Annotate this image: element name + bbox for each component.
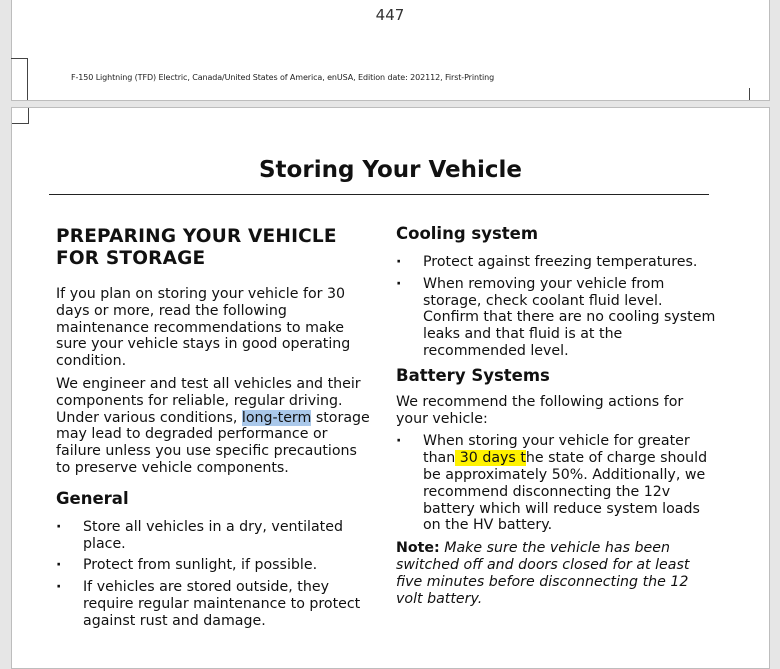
- note-label: Note:: [396, 540, 440, 557]
- cooling-heading: Cooling system: [396, 224, 539, 243]
- engineer-text-end: storage may lead to degraded performance or failure unless you use specific precautions to preserve vehicle components.: [56, 409, 370, 476]
- list-item: · When removing your vehicle from storage, check coolant fluid level. Confirm that there are no cooling system leaks and that fluid is at the recommended level.: [396, 276, 716, 360]
- current-page: [11, 107, 770, 669]
- cooling-list: [396, 254, 716, 360]
- section-heading: PREPARING YOUR VEHICLE FOR STORAGE: [56, 226, 337, 269]
- title-divider: [49, 194, 709, 195]
- list-item: · Protect against freezing temperatures.: [396, 254, 716, 271]
- list-item: · Store all vehicles in a dry, ventilated place.: [56, 519, 374, 553]
- page-number: 447: [375, 6, 405, 24]
- battery-heading: Battery Systems: [396, 365, 550, 385]
- highlighted-text[interactable]: 30 days t: [455, 450, 526, 467]
- battery-list: [396, 433, 716, 534]
- page-footer: F-150 Lightning (TFD) Electric, Canada/United States of America, enUSA, Edition date: 202112, First-Printing: [71, 73, 495, 82]
- note-text: Make sure the vehicle has been switched off and doors closed for at least five minutes before disconnecting the 12 volt battery.: [396, 540, 690, 607]
- right-column: [396, 224, 716, 613]
- crop-mark: [749, 88, 750, 100]
- crop-mark: [27, 58, 28, 100]
- left-column: [56, 226, 374, 636]
- selected-text[interactable]: long-term: [241, 409, 312, 426]
- list-item: · If vehicles are stored outside, they require regular maintenance to protect against rust and damage.: [56, 579, 374, 629]
- crop-mark: [12, 123, 28, 124]
- general-heading: General: [56, 488, 129, 508]
- list-item: · Protect from sunlight, if possible.: [56, 557, 374, 574]
- crop-mark: [28, 108, 29, 124]
- engineer-text-start: We engineer and test all vehicles and their components for reliable, regular driving. Under various conditions,: [56, 375, 361, 426]
- page-title: Storing Your Vehicle: [258, 157, 523, 183]
- note: [396, 540, 716, 607]
- list-item: [396, 433, 716, 534]
- battery-intro: We recommend the following actions for your vehicle:: [396, 393, 684, 427]
- crop-mark: [11, 58, 27, 59]
- engineer-paragraph: [56, 376, 374, 477]
- battery-text-end: he state of charge should be approximately 50%. Additionally, we recommend disconnecting the 12v battery which will reduce system loads on the HV battery.: [423, 450, 708, 534]
- intro-paragraph: If you plan on storing your vehicle for 30 days or more, read the following maintenance recommendations to make sure your vehicle stays in good operating condition.: [56, 286, 351, 370]
- general-list: [56, 519, 374, 630]
- battery-text-start: When storing your vehicle for greater than: [423, 433, 690, 467]
